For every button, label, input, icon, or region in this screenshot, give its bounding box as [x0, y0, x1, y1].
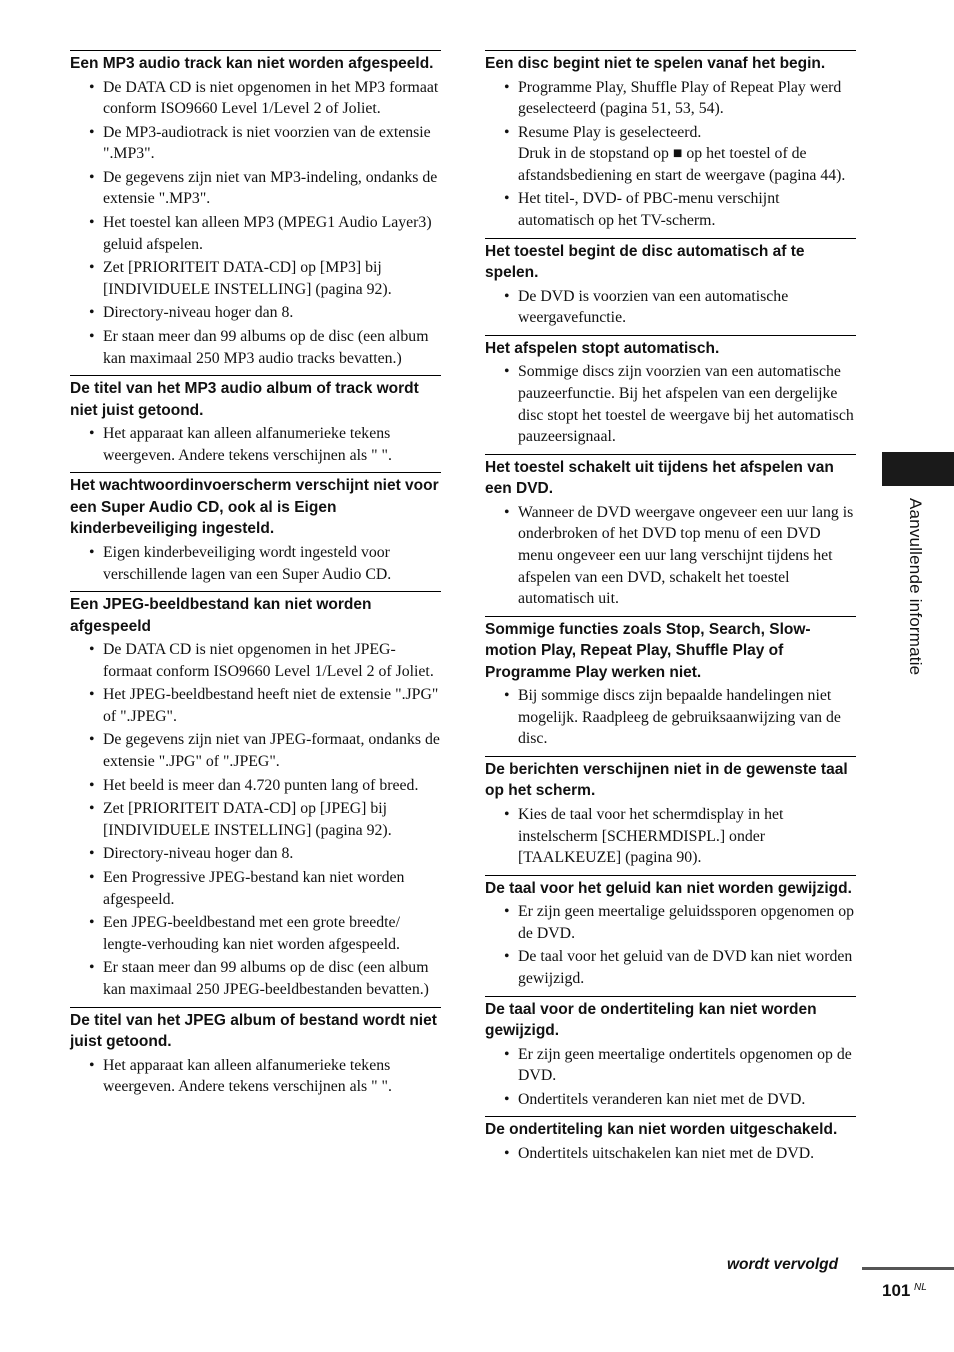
- bullet-list: [485, 77, 856, 232]
- troubleshooting-section: [485, 875, 856, 990]
- section-heading: De titel van het MP3 audio album of track wordt niet juist getoond.: [70, 380, 419, 419]
- section-heading: Sommige functies zoals Stop, Search, Slow-motion Play, Repeat Play, Shuffle Play of Programme Play werken niet.: [485, 620, 811, 681]
- section-heading: Het toestel begint de disc automatisch af te spelen.: [485, 242, 805, 282]
- bullet-item: • Sommige discs zijn voorzien van een automatische pauzeerfunctie. Bij het afspelen van een dergelijke disc stopt het toestel de weergave bij het automatisch pauzeersignaal.: [485, 361, 856, 447]
- troubleshooting-section: [70, 375, 441, 466]
- troubleshooting-section: [70, 50, 441, 369]
- bullet-item: • Ondertitels uitschakelen kan niet met de DVD.: [485, 1143, 856, 1165]
- bullet-list: [70, 423, 441, 466]
- bullet-item: • Het titel-, DVD- of PBC-menu verschijnt automatisch op het TV-scherm.: [485, 188, 856, 231]
- bullet-item: • De MP3-audiotrack is niet voorzien van de extensie ".MP3".: [70, 122, 441, 165]
- bullet-item: • Een JPEG-beeldbestand met een grote breedte/ lengte-verhouding kan niet worden afgespeeld.: [70, 912, 441, 955]
- bullet-item: • Zet [PRIORITEIT DATA-CD] op [JPEG] bij [INDIVIDUELE INSTELLING] (pagina 92).: [70, 798, 441, 841]
- bullet-item: • De gegevens zijn niet van MP3-indeling, ondanks de extensie ".MP3".: [70, 167, 441, 210]
- bullet-item: • Het JPEG-beeldbestand heeft niet de extensie ".JPG" of ".JPEG".: [70, 684, 441, 727]
- troubleshooting-section: [70, 591, 441, 1001]
- section-heading: Het wachtwoordinvoerscherm verschijnt niet voor een Super Audio CD, ook al is Eigen kinderbeveiliging ingesteld.: [70, 477, 439, 538]
- bullet-list: [70, 542, 441, 585]
- page-number: 101: [882, 1281, 911, 1300]
- troubleshooting-section: [485, 238, 856, 329]
- troubleshooting-section: [70, 472, 441, 585]
- bullet-item: • De gegevens zijn niet van JPEG-formaat, ondanks de extensie ".JPG" of ".JPEG".: [70, 729, 441, 772]
- bullet-list: [485, 685, 856, 750]
- bullet-item: • Directory-niveau hoger dan 8.: [70, 843, 441, 865]
- bullet-item: • Wanneer de DVD weergave ongeveer een uur lang is onderbroken of het DVD top menu of een DVD menu ongeveer een uur lang verschijnt tijdens het afspelen van een DVD, schakelt het toestel automatisch uit.: [485, 502, 856, 610]
- section-heading: Een disc begint niet te spelen vanaf het begin.: [485, 55, 826, 72]
- troubleshooting-section: [485, 454, 856, 610]
- section-tab-marker: [882, 452, 954, 486]
- left-column: [70, 50, 441, 1104]
- troubleshooting-section: [485, 335, 856, 448]
- bullet-list: [485, 1044, 856, 1111]
- bullet-item: • Resume Play is geselecteerd. Druk in de stopstand op ■ op het toestel of de afstandsbediening en start de weergave (pagina 44).: [485, 122, 856, 187]
- bullet-item: • Er staan meer dan 99 albums op de disc (een album kan maximaal 250 MP3 audio tracks bevatten.): [70, 326, 441, 369]
- bullet-item: • Er staan meer dan 99 albums op de disc (een album kan maximaal 250 JPEG-beeldbestanden bevatten.): [70, 957, 441, 1000]
- section-heading: De taal voor het geluid kan niet worden gewijzigd.: [485, 879, 852, 897]
- bullet-list: [485, 804, 856, 869]
- bullet-list: [70, 639, 441, 1001]
- bullet-item: • Bij sommige discs zijn bepaalde handelingen niet mogelijk. Raadpleeg de gebruiksaanwijzing van de disc.: [485, 685, 856, 750]
- bullet-list: [485, 901, 856, 989]
- troubleshooting-section: [485, 1116, 856, 1164]
- bullet-item: • Ondertitels veranderen kan niet met de DVD.: [485, 1089, 856, 1111]
- bullet-item: • Zet [PRIORITEIT DATA-CD] op [MP3] bij [INDIVIDUELE INSTELLING] (pagina 92).: [70, 257, 441, 300]
- section-heading: De taal voor de ondertiteling kan niet worden gewijzigd.: [485, 1000, 817, 1040]
- bullet-item: • Programme Play, Shuffle Play of Repeat Play werd geselecteerd (pagina 51, 53, 54).: [485, 77, 856, 120]
- bullet-item: • De DVD is voorzien van een automatische weergavefunctie.: [485, 286, 856, 329]
- bullet-list: [485, 361, 856, 447]
- continued-label: wordt vervolgd: [727, 1256, 839, 1273]
- section-heading: De ondertiteling kan niet worden uitgeschakeld.: [485, 1121, 838, 1139]
- bullet-list: [70, 1055, 441, 1098]
- section-heading: Het afspelen stopt automatisch.: [485, 339, 720, 357]
- section-heading: Een MP3 audio track kan niet worden afgespeeld.: [70, 55, 434, 72]
- continued-rule: [862, 1267, 954, 1270]
- troubleshooting-section: [70, 1007, 441, 1098]
- section-heading: Een JPEG-beeldbestand kan niet worden afgespeeld: [70, 596, 372, 635]
- bullet-item: • Kies de taal voor het schermdisplay in het instelscherm [SCHERMDISPL.] onder [TAALKEUZE] (pagina 90).: [485, 804, 856, 869]
- page-language-suffix: NL: [914, 1282, 927, 1293]
- bullet-item: • Het apparaat kan alleen alfanumerieke tekens weergeven. Andere tekens verschijnen als " ".: [70, 423, 441, 466]
- bullet-item: • Het beeld is meer dan 4.720 punten lang of breed.: [70, 775, 441, 797]
- bullet-item: • Het apparaat kan alleen alfanumerieke tekens weergeven. Andere tekens verschijnen als " ".: [70, 1055, 441, 1098]
- troubleshooting-section: [485, 50, 856, 232]
- bullet-item: • Er zijn geen meertalige geluidssporen opgenomen op de DVD.: [485, 901, 856, 944]
- troubleshooting-section: [485, 996, 856, 1111]
- bullet-item: • Er zijn geen meertalige ondertitels opgenomen op de DVD.: [485, 1044, 856, 1087]
- bullet-item: • Directory-niveau hoger dan 8.: [70, 302, 441, 324]
- bullet-list: [485, 1143, 856, 1165]
- bullet-list: [485, 502, 856, 610]
- troubleshooting-section: [485, 616, 856, 750]
- bullet-list: [485, 286, 856, 329]
- bullet-item: • De taal voor het geluid van de DVD kan niet worden gewijzigd.: [485, 946, 856, 989]
- bullet-item: • Het toestel kan alleen MP3 (MPEG1 Audio Layer3) geluid afspelen.: [70, 212, 441, 255]
- troubleshooting-section: [485, 756, 856, 869]
- section-tab-label: Aanvullende informatie: [906, 498, 925, 676]
- section-heading: De berichten verschijnen niet in de gewenste taal op het scherm.: [485, 760, 848, 800]
- section-heading: De titel van het JPEG album of bestand wordt niet juist getoond.: [70, 1011, 437, 1051]
- bullet-item: • De DATA CD is niet opgenomen in het JPEG-formaat conform ISO9660 Level 1/Level 2 of Joliet.: [70, 639, 441, 682]
- bullet-item: • Eigen kinderbeveiliging wordt ingesteld voor verschillende lagen van een Super Audio CD.: [70, 542, 441, 585]
- right-column: [485, 50, 856, 1171]
- section-heading: Het toestel schakelt uit tijdens het afspelen van een DVD.: [485, 458, 834, 498]
- bullet-item: • De DATA CD is niet opgenomen in het MP3 formaat conform ISO9660 Level 1/Level 2 of Joliet.: [70, 77, 441, 120]
- bullet-list: [70, 77, 441, 370]
- bullet-item: • Een Progressive JPEG-bestand kan niet worden afgespeeld.: [70, 867, 441, 910]
